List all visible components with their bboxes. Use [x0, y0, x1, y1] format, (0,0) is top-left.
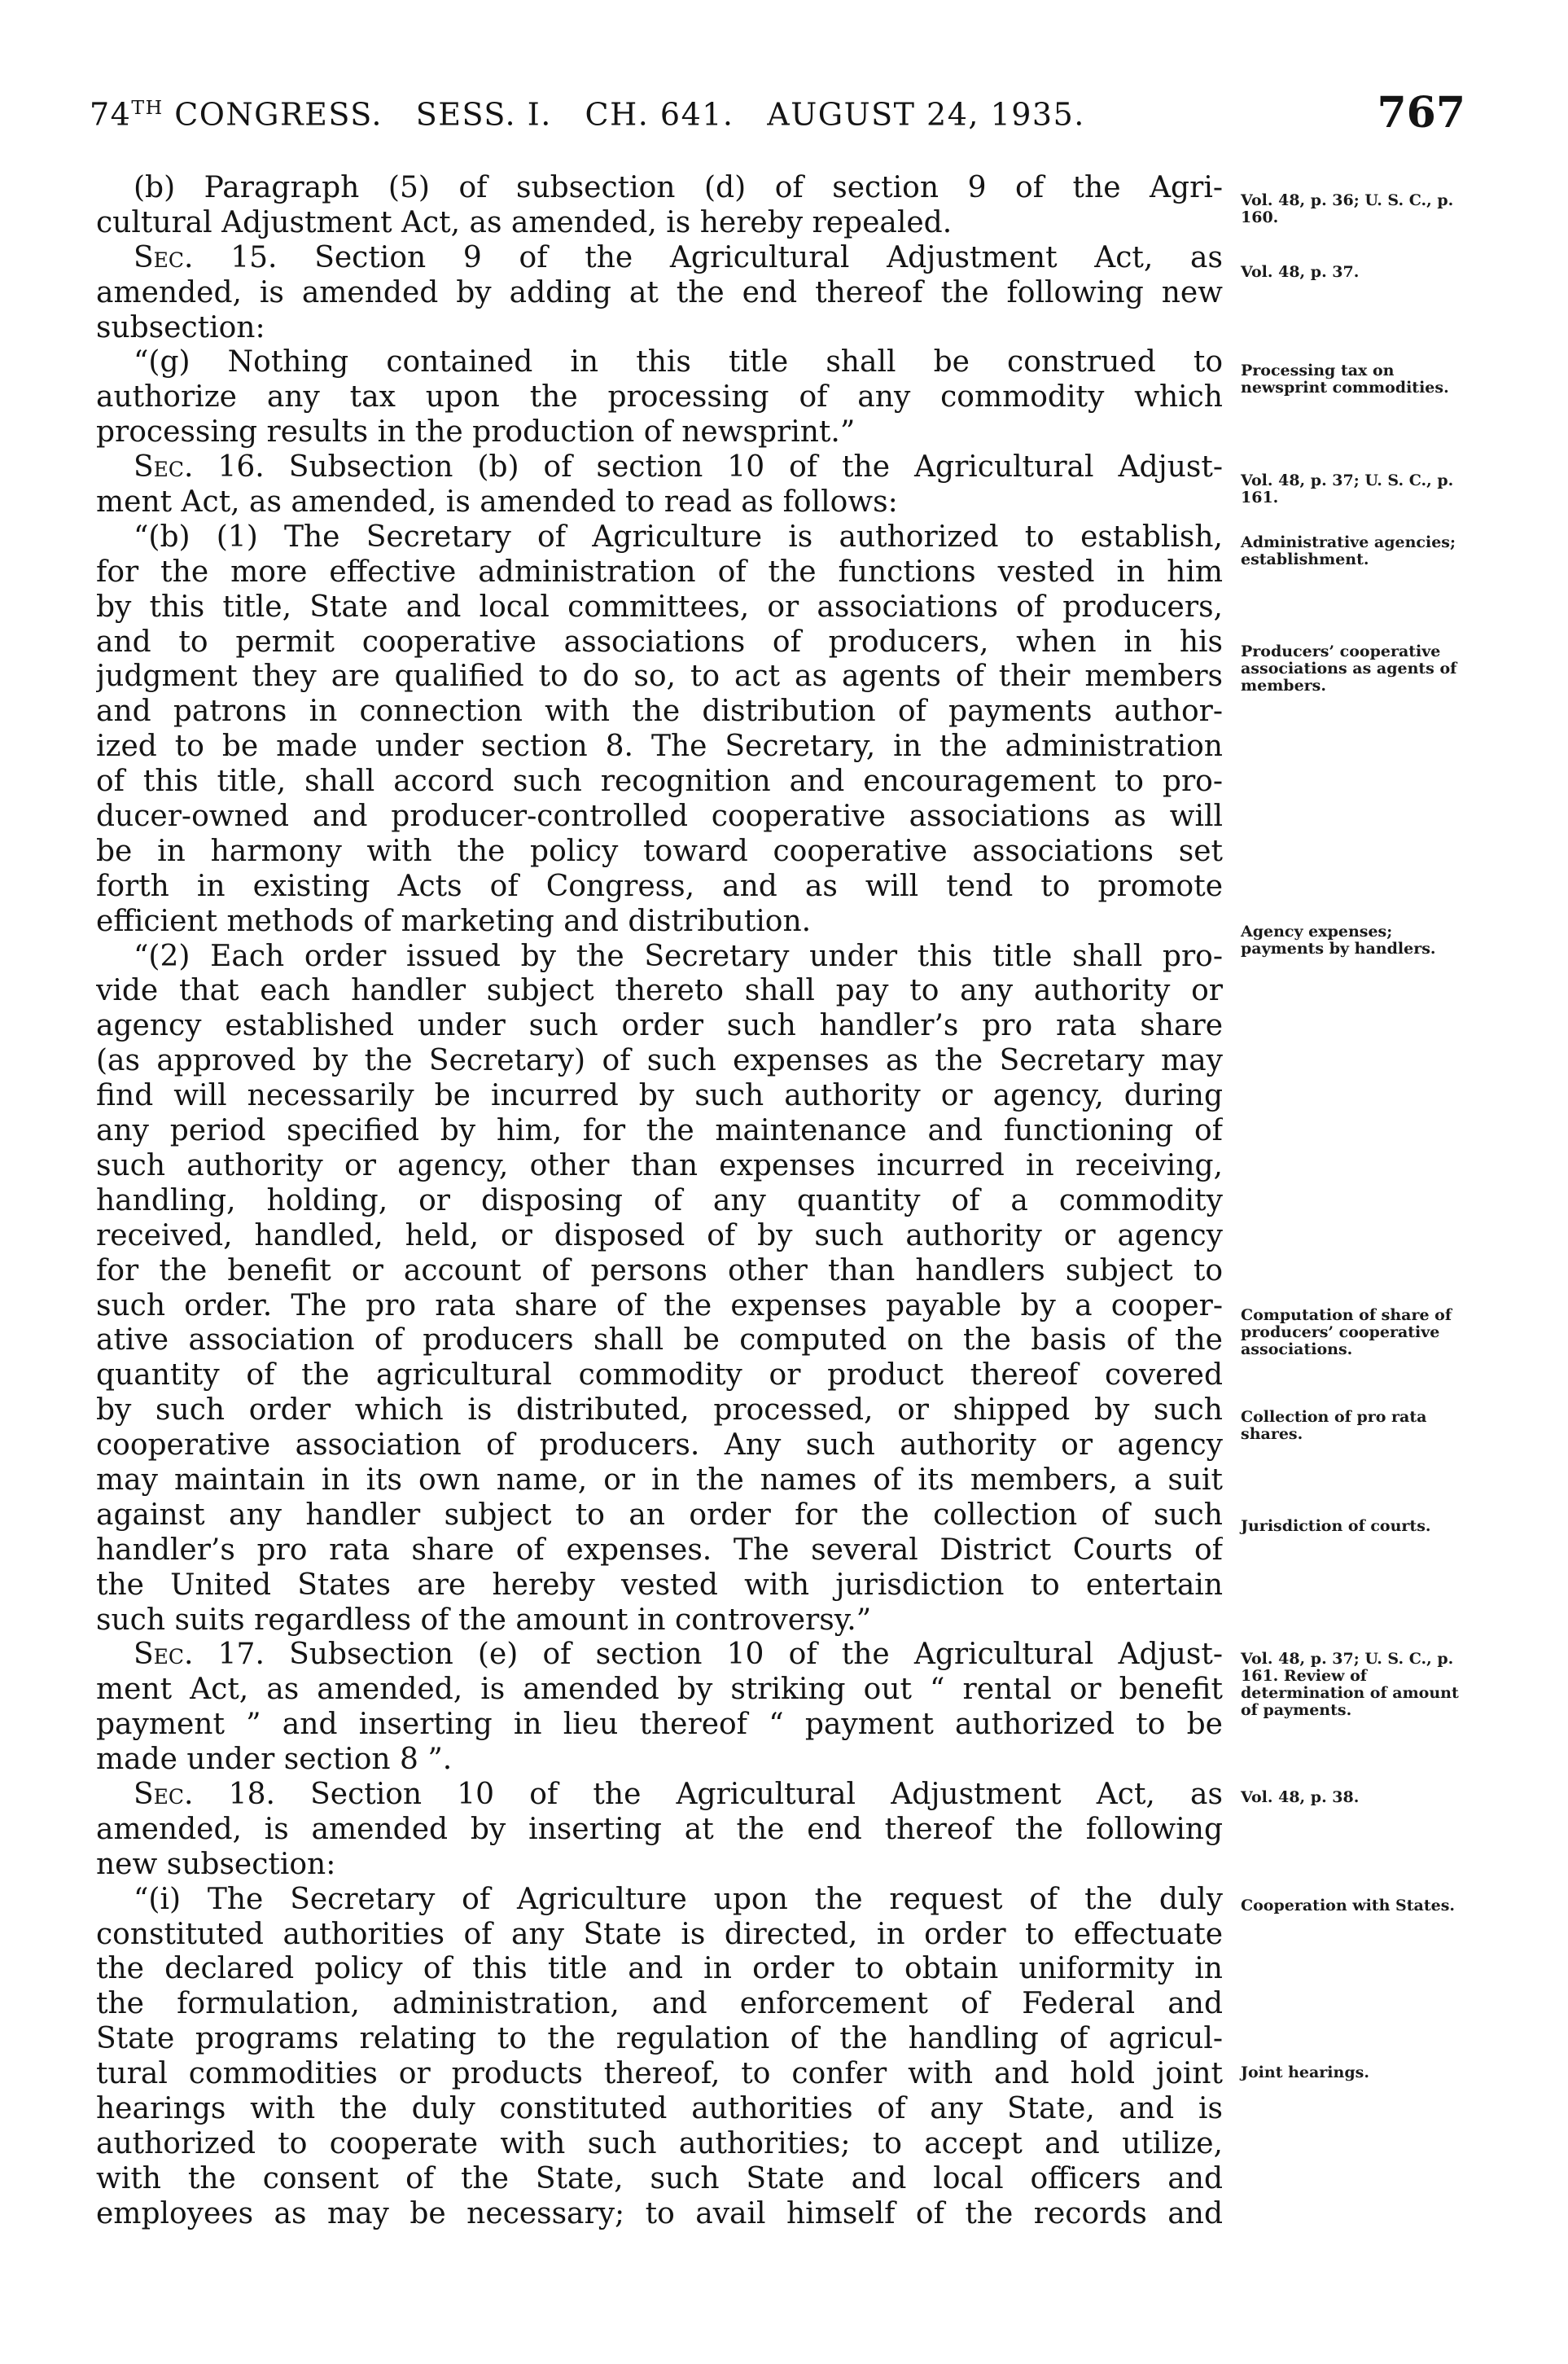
body-line — [96, 1463, 1223, 1498]
body-line-text: made under section 8 ”. — [96, 1743, 453, 1777]
body-line-text: the formulation, administration, and enforcement of Federal and — [96, 1987, 1223, 2021]
body-line — [96, 590, 1223, 625]
body-line — [96, 1289, 1223, 1324]
body-line — [96, 1533, 1223, 1568]
body-line-text: Subsection (e) of section 10 of the Agricultural Adjust- — [289, 1638, 1223, 1672]
body-line — [96, 870, 1223, 905]
body-line-text: ative association of producers shall be computed on the basis of the — [96, 1323, 1223, 1357]
body-line — [96, 1603, 1223, 1638]
body-line — [96, 1009, 1223, 1044]
running-head — [90, 96, 1085, 133]
body-line — [96, 1149, 1223, 1184]
body-line — [96, 1184, 1223, 1219]
body-line-text: and to permit cooperative associations of producers, when in his — [96, 625, 1223, 659]
section-number: Sec. 17. — [134, 1638, 265, 1672]
margin-note-vol48-p36: Vol. 48, p. 36; U. S. C., p. 160. — [1241, 191, 1454, 226]
body-line — [96, 1428, 1223, 1463]
body-line — [96, 2197, 1223, 2232]
body-line — [96, 765, 1223, 800]
body-line — [96, 905, 1223, 940]
body-line — [96, 276, 1223, 311]
page-number: 767 — [1377, 88, 1465, 138]
page-header — [90, 88, 1465, 153]
body-line-text: for the benefit or account of persons other than handlers subject to — [96, 1253, 1223, 1287]
body-line-text: (b) Paragraph (5) of subsection (d) of section 9 of the Agri- — [134, 171, 1223, 204]
running-head-congress-number: 74 — [90, 96, 132, 133]
body-line — [96, 1219, 1223, 1254]
body-line — [96, 800, 1223, 835]
body-line-text: by this title, State and local committees, or associations of producers, — [96, 590, 1223, 624]
body-line-text: handling, holding, or disposing of any quantity of a commodity — [96, 1183, 1223, 1217]
body-line-text: authorize any tax upon the processing of any commodity which — [96, 380, 1223, 414]
body-line — [96, 1044, 1223, 1079]
body-line — [96, 520, 1223, 555]
body-line-text: Section 10 of the Agricultural Adjustment Act, as — [310, 1777, 1223, 1811]
body-line — [96, 1743, 1223, 1778]
body-line — [96, 730, 1223, 765]
body-line-text: handler’s pro rata share of expenses. The several District Courts of — [96, 1533, 1223, 1567]
body-line-text: cultural Adjustment Act, as amended, is hereby repealed. — [96, 205, 953, 239]
body-line-text: such authority or agency, other than expenses incurred in receiving, — [96, 1148, 1223, 1182]
body-line-text: Subsection (b) of section 10 of the Agricultural Adjust- — [288, 450, 1223, 485]
body-line-text: new subsection: — [96, 1847, 336, 1881]
body-line — [96, 2057, 1223, 2092]
body-line — [96, 206, 1223, 241]
body-line — [96, 1813, 1223, 1848]
body-line — [96, 555, 1223, 590]
running-head-session-chapter-date: CONGRESS. SESS. I. CH. 641. AUGUST 24, 1935. — [163, 96, 1085, 133]
body-line-text: “(i) The Secretary of Agriculture upon the request of the duly — [134, 1882, 1223, 1916]
body-line — [96, 1883, 1223, 1918]
margin-note-joint-hearings: Joint hearings. — [1241, 2064, 1369, 2081]
body-line-text: the declared policy of this title and in order to obtain uniformity in — [96, 1952, 1223, 1986]
body-line-text: processing results in the production of newsprint.” — [96, 415, 856, 450]
body-line — [96, 380, 1223, 415]
body-line — [96, 1673, 1223, 1708]
body-line-text: Section 9 of the Agricultural Adjustment Act, as — [314, 240, 1223, 274]
margin-note-agency-expenses: Agency expenses; payments by handlers. — [1241, 923, 1436, 958]
body-line-text: amended, is amended by inserting at the end thereof the following — [96, 1812, 1223, 1846]
body-line-text: constituted authorities of any State is directed, in order to effectuate — [96, 1917, 1223, 1951]
margin-note-vol48-p37-usc161: Vol. 48, p. 37; U. S. C., p. 161. — [1241, 471, 1454, 507]
body-text — [96, 171, 1223, 2232]
body-line — [96, 171, 1223, 206]
margin-note-processing-tax: Processing tax on newsprint commodities. — [1241, 362, 1449, 397]
section-number: Sec. 15. — [134, 240, 278, 274]
section-number: Sec. 16. — [134, 450, 265, 485]
body-line-text: judgment they are qualified to do so, to act as agents of their members — [96, 660, 1223, 694]
body-line — [96, 2127, 1223, 2162]
body-line — [96, 345, 1223, 380]
body-line-text: of this title, shall accord such recognition and encouragement to pro- — [96, 765, 1223, 799]
body-line — [96, 1638, 1223, 1673]
body-line-text: such order. The pro rata share of the expenses payable by a cooper- — [96, 1288, 1223, 1322]
body-line-text: forth in existing Acts of Congress, and as will tend to promote — [96, 869, 1223, 903]
body-line-text: be in harmony with the policy toward cooperative associations set — [96, 834, 1223, 868]
body-line-text: any period specified by him, for the maintenance and functioning of — [96, 1114, 1223, 1148]
body-line-text: quantity of the agricultural commodity or product thereof covered — [96, 1358, 1223, 1393]
body-line-text: ducer-owned and producer-controlled cooperative associations as will — [96, 800, 1223, 834]
body-line — [96, 1114, 1223, 1149]
body-line-text: tural commodities or products thereof, to confer with and hold joint — [96, 2057, 1223, 2091]
body-line — [96, 311, 1223, 346]
body-line — [96, 974, 1223, 1009]
body-line-text: authorized to cooperate with such authorities; to accept and utilize, — [96, 2126, 1223, 2160]
body-line — [96, 2162, 1223, 2197]
body-line-text: vide that each handler subject thereto shall pay to any authority or — [96, 974, 1223, 1008]
body-line — [96, 1987, 1223, 2022]
body-line-text: agency established under such order such handler’s pro rata share — [96, 1009, 1223, 1043]
body-line-text: ment Act, as amended, is amended to read as follows: — [96, 485, 898, 520]
body-line — [96, 625, 1223, 660]
section-number: Sec. 18. — [134, 1777, 275, 1811]
body-line-text: cooperative association of producers. Any such authority or agency — [96, 1428, 1223, 1463]
body-line — [96, 1568, 1223, 1603]
body-line-text: ized to be made under section 8. The Secretary, in the administration — [96, 730, 1223, 764]
body-line — [96, 1952, 1223, 1987]
body-line-text: “(2) Each order issued by the Secretary under this title shall pro- — [134, 939, 1223, 973]
margin-note-cooperation-with-states: Cooperation with States. — [1241, 1897, 1456, 1914]
body-line-text: amended, is amended by adding at the end thereof the following new — [96, 275, 1223, 309]
body-line — [96, 1254, 1223, 1289]
body-line — [96, 940, 1223, 975]
body-line-text: such suits regardless of the amount in controversy.” — [96, 1603, 872, 1637]
margin-note-computation-of-share: Computation of share of producers’ cooperative associations. — [1241, 1306, 1452, 1358]
body-line — [96, 241, 1223, 276]
body-line-text: hearings with the duly constituted authorities of any State, and is — [96, 2091, 1223, 2125]
body-line-text: efficient methods of marketing and distribution. — [96, 904, 812, 938]
body-line — [96, 1918, 1223, 1953]
body-line-text: against any handler subject to an order for the collection of such — [96, 1498, 1223, 1532]
margin-note-vol48-p38: Vol. 48, p. 38. — [1241, 1788, 1360, 1806]
body-line — [96, 485, 1223, 520]
body-line — [96, 1848, 1223, 1883]
body-line-text: and patrons in connection with the distribution of payments author- — [96, 695, 1223, 729]
body-line — [96, 1358, 1223, 1393]
body-line — [96, 1323, 1223, 1358]
body-line-text: for the more effective administration of the functions vested in him — [96, 555, 1223, 589]
body-line — [96, 2022, 1223, 2057]
margin-note-jurisdiction-of-courts: Jurisdiction of courts. — [1241, 1517, 1431, 1535]
body-line-text: State programs relating to the regulation of the handling of agricul- — [96, 2022, 1223, 2056]
body-line-text: payment ” and inserting in lieu thereof “ payment authorized to be — [96, 1708, 1223, 1742]
running-head-ordinal-suffix: TH — [131, 96, 164, 119]
margin-note-administrative-agencies: Administrative agencies; establishment. — [1241, 533, 1456, 568]
body-line-text: subsection: — [96, 310, 265, 344]
body-line — [96, 1393, 1223, 1428]
margin-note-review-of-payments: Vol. 48, p. 37; U. S. C., p. 161. Review of determination of amount of payments. — [1241, 1650, 1459, 1719]
body-line — [96, 1079, 1223, 1114]
body-line-text: with the consent of the State, such State and local officers and — [96, 2161, 1223, 2195]
body-line — [96, 415, 1223, 450]
body-line — [96, 1708, 1223, 1743]
body-line-text: by such order which is distributed, processed, or shipped by such — [96, 1393, 1223, 1428]
body-line — [96, 1778, 1223, 1813]
body-line-text: find will necessarily be incurred by such authority or agency, during — [96, 1079, 1223, 1113]
body-line-text: ment Act, as amended, is amended by striking out “ rental or benefit — [96, 1673, 1223, 1707]
body-line — [96, 1498, 1223, 1533]
body-line-text: received, handled, held, or disposed of by such authority or agency — [96, 1218, 1223, 1252]
body-line — [96, 2092, 1223, 2127]
body-line — [96, 450, 1223, 485]
body-line-text: “(b) (1) The Secretary of Agriculture is authorized to establish, — [134, 520, 1223, 554]
body-line-text: employees as may be necessary; to avail himself of the records and — [96, 2196, 1223, 2230]
body-line-text: (as approved by the Secretary) of such expenses as the Secretary may — [96, 1044, 1223, 1078]
body-line-text: may maintain in its own name, or in the names of its members, a suit — [96, 1463, 1223, 1497]
margin-note-vol48-p37: Vol. 48, p. 37. — [1241, 263, 1360, 281]
margin-note-producers-cooperative: Producers’ cooperative associations as agents of members. — [1241, 643, 1457, 695]
body-line — [96, 695, 1223, 730]
body-line-text: the United States are hereby vested with jurisdiction to entertain — [96, 1568, 1223, 1602]
margin-note-collection-of-shares: Collection of pro rata shares. — [1241, 1408, 1427, 1443]
body-line — [96, 835, 1223, 870]
body-line — [96, 660, 1223, 695]
body-line-text: “(g) Nothing contained in this title shall be construed to — [134, 345, 1223, 379]
